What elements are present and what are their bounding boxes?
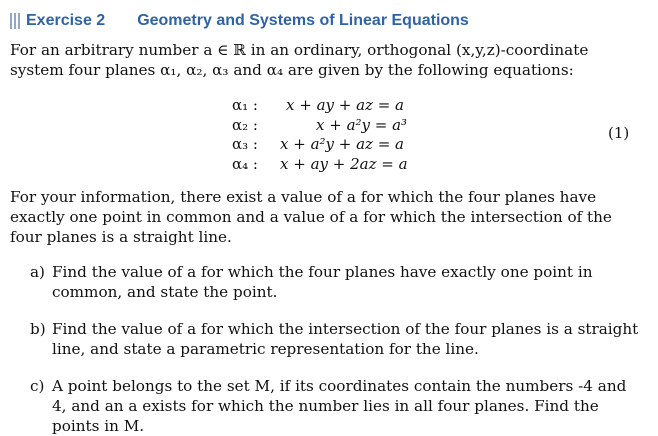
section-bars-icon (10, 13, 20, 29)
exercise-header (10, 10, 469, 32)
question-text: Find the value of a for which the four planes have exactly one point in common, and state the point. (52, 263, 593, 301)
equation-label: α₁ : (232, 96, 258, 114)
equation-row (232, 116, 452, 136)
question-text: Find the value of a for which the intersection of the four planes is a straight line, and state a parametric representation for the line. (52, 320, 639, 358)
equation-label: α₂ : (232, 115, 258, 134)
equation-row (232, 96, 452, 116)
equation-expression: x + a²y + az = a (280, 135, 404, 153)
equation-label: α₄ : (232, 154, 258, 173)
equation-system (232, 96, 452, 174)
equation-expression: x + ay + 2az = a (280, 154, 408, 173)
exercise-number: Exercise 2 (26, 12, 106, 29)
equation-row (232, 155, 452, 175)
equation-expression: x + ay + az = a (286, 96, 404, 114)
equation-row (232, 135, 452, 155)
intro-paragraph: For an arbitrary number a ∈ ℝ in an ordinary, orthogonal (x,y,z)-coordinate system four planes α₁, α₂, α₃ and α₄ are given by the following equations: (10, 41, 589, 79)
info-paragraph: For your information, there exist a value of a for which the four planes have exactly one point in common and a value of a for which the intersection of the four planes is a straight line. (10, 188, 612, 246)
question-marker: a) (30, 263, 45, 281)
equation-expression: x + a²y = a³ (316, 115, 408, 134)
equation-number: (1) (608, 124, 630, 142)
question-text: A point belongs to the set M, if its coordinates contain the numbers -4 and 4, and an a exists for which the number lies in all four planes. Find the points in M. (52, 377, 627, 435)
equation-label: α₃ : (232, 135, 258, 153)
exercise-title: Geometry and Systems of Linear Equations (137, 12, 469, 29)
question-marker: b) (30, 320, 46, 338)
question-marker: c) (30, 377, 45, 395)
